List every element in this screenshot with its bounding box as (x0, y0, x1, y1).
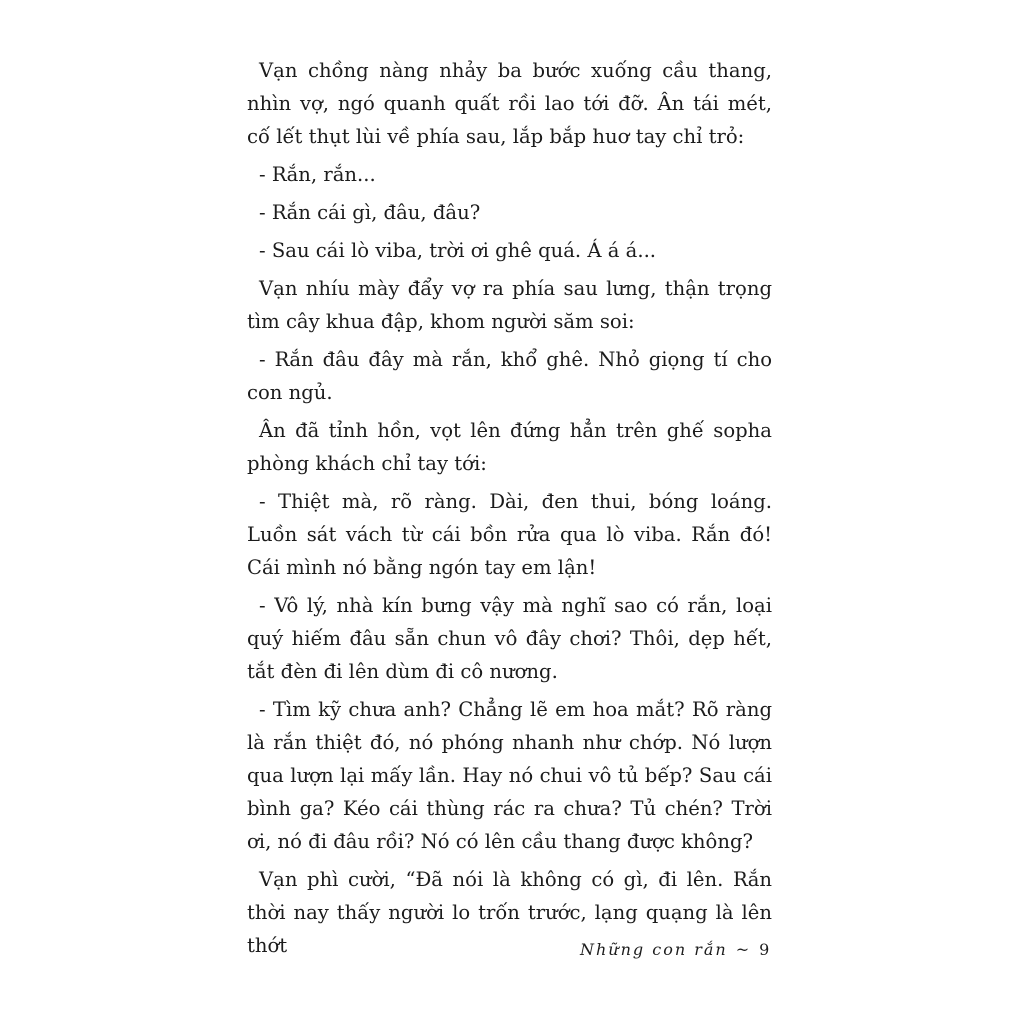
body-text (247, 54, 772, 967)
page-number: 9 (759, 940, 772, 959)
paragraph-11: Vạn phì cười, “Đã nói là không có gì, đi lên. Rắn thời nay thấy người lo trốn trước, lạng quạng là lên thớt (247, 868, 772, 957)
footer-book-title: Những con rắn (580, 940, 728, 959)
paragraph-10: - Tìm kỹ chưa anh? Chẳng lẽ em hoa mắt? Rõ ràng là rắn thiệt đó, nó phóng nhanh như chớp. Nó lượn qua lượn lại mấy lần. Hay nó chui vô tủ bếp? Sau cái bình ga? Kéo cái thùng rác ra chưa? Tủ chén? Trời ơi, nó đi đâu rồi? Nó có lên cầu thang được không? (247, 698, 772, 853)
running-footer (580, 940, 771, 959)
paragraph-7: Ân đã tỉnh hồn, vọt lên đứng hẳn trên ghế sopha phòng khách chỉ tay tới: (247, 419, 772, 475)
paragraph-2: - Rắn, rắn... (259, 163, 376, 186)
paragraph-1: Vạn chồng nàng nhảy ba bước xuống cầu thang, nhìn vợ, ngó quanh quất rồi lao tới đỡ. Ân tái mét, cố lết thụt lùi về phía sau, lắp bắp huơ tay chỉ trỏ: (247, 59, 772, 148)
paragraph-8: - Thiệt mà, rõ ràng. Dài, đen thui, bóng loáng. Luồn sát vách từ cái bồn rửa qua lò viba. Rắn đó! Cái mình nó bằng ngón tay em lận! (247, 490, 772, 579)
paragraph-4: - Sau cái lò viba, trời ơi ghê quá. Á á á... (259, 239, 657, 262)
paragraph-9: - Vô lý, nhà kín bưng vậy mà nghĩ sao có rắn, loại quý hiếm đâu sẵn chun vô đây chơi? Thôi, dẹp hết, tắt đèn đi lên dùm đi cô nương. (247, 594, 772, 683)
paragraph-6: - Rắn đâu đây mà rắn, khổ ghê. Nhỏ giọng tí cho con ngủ. (247, 348, 772, 404)
paragraph-3: - Rắn cái gì, đâu, đâu? (259, 201, 481, 224)
footer-separator: ~ (735, 940, 752, 959)
paragraph-5: Vạn nhíu mày đẩy vợ ra phía sau lưng, thận trọng tìm cây khua đập, khom người săm soi: (247, 277, 772, 333)
